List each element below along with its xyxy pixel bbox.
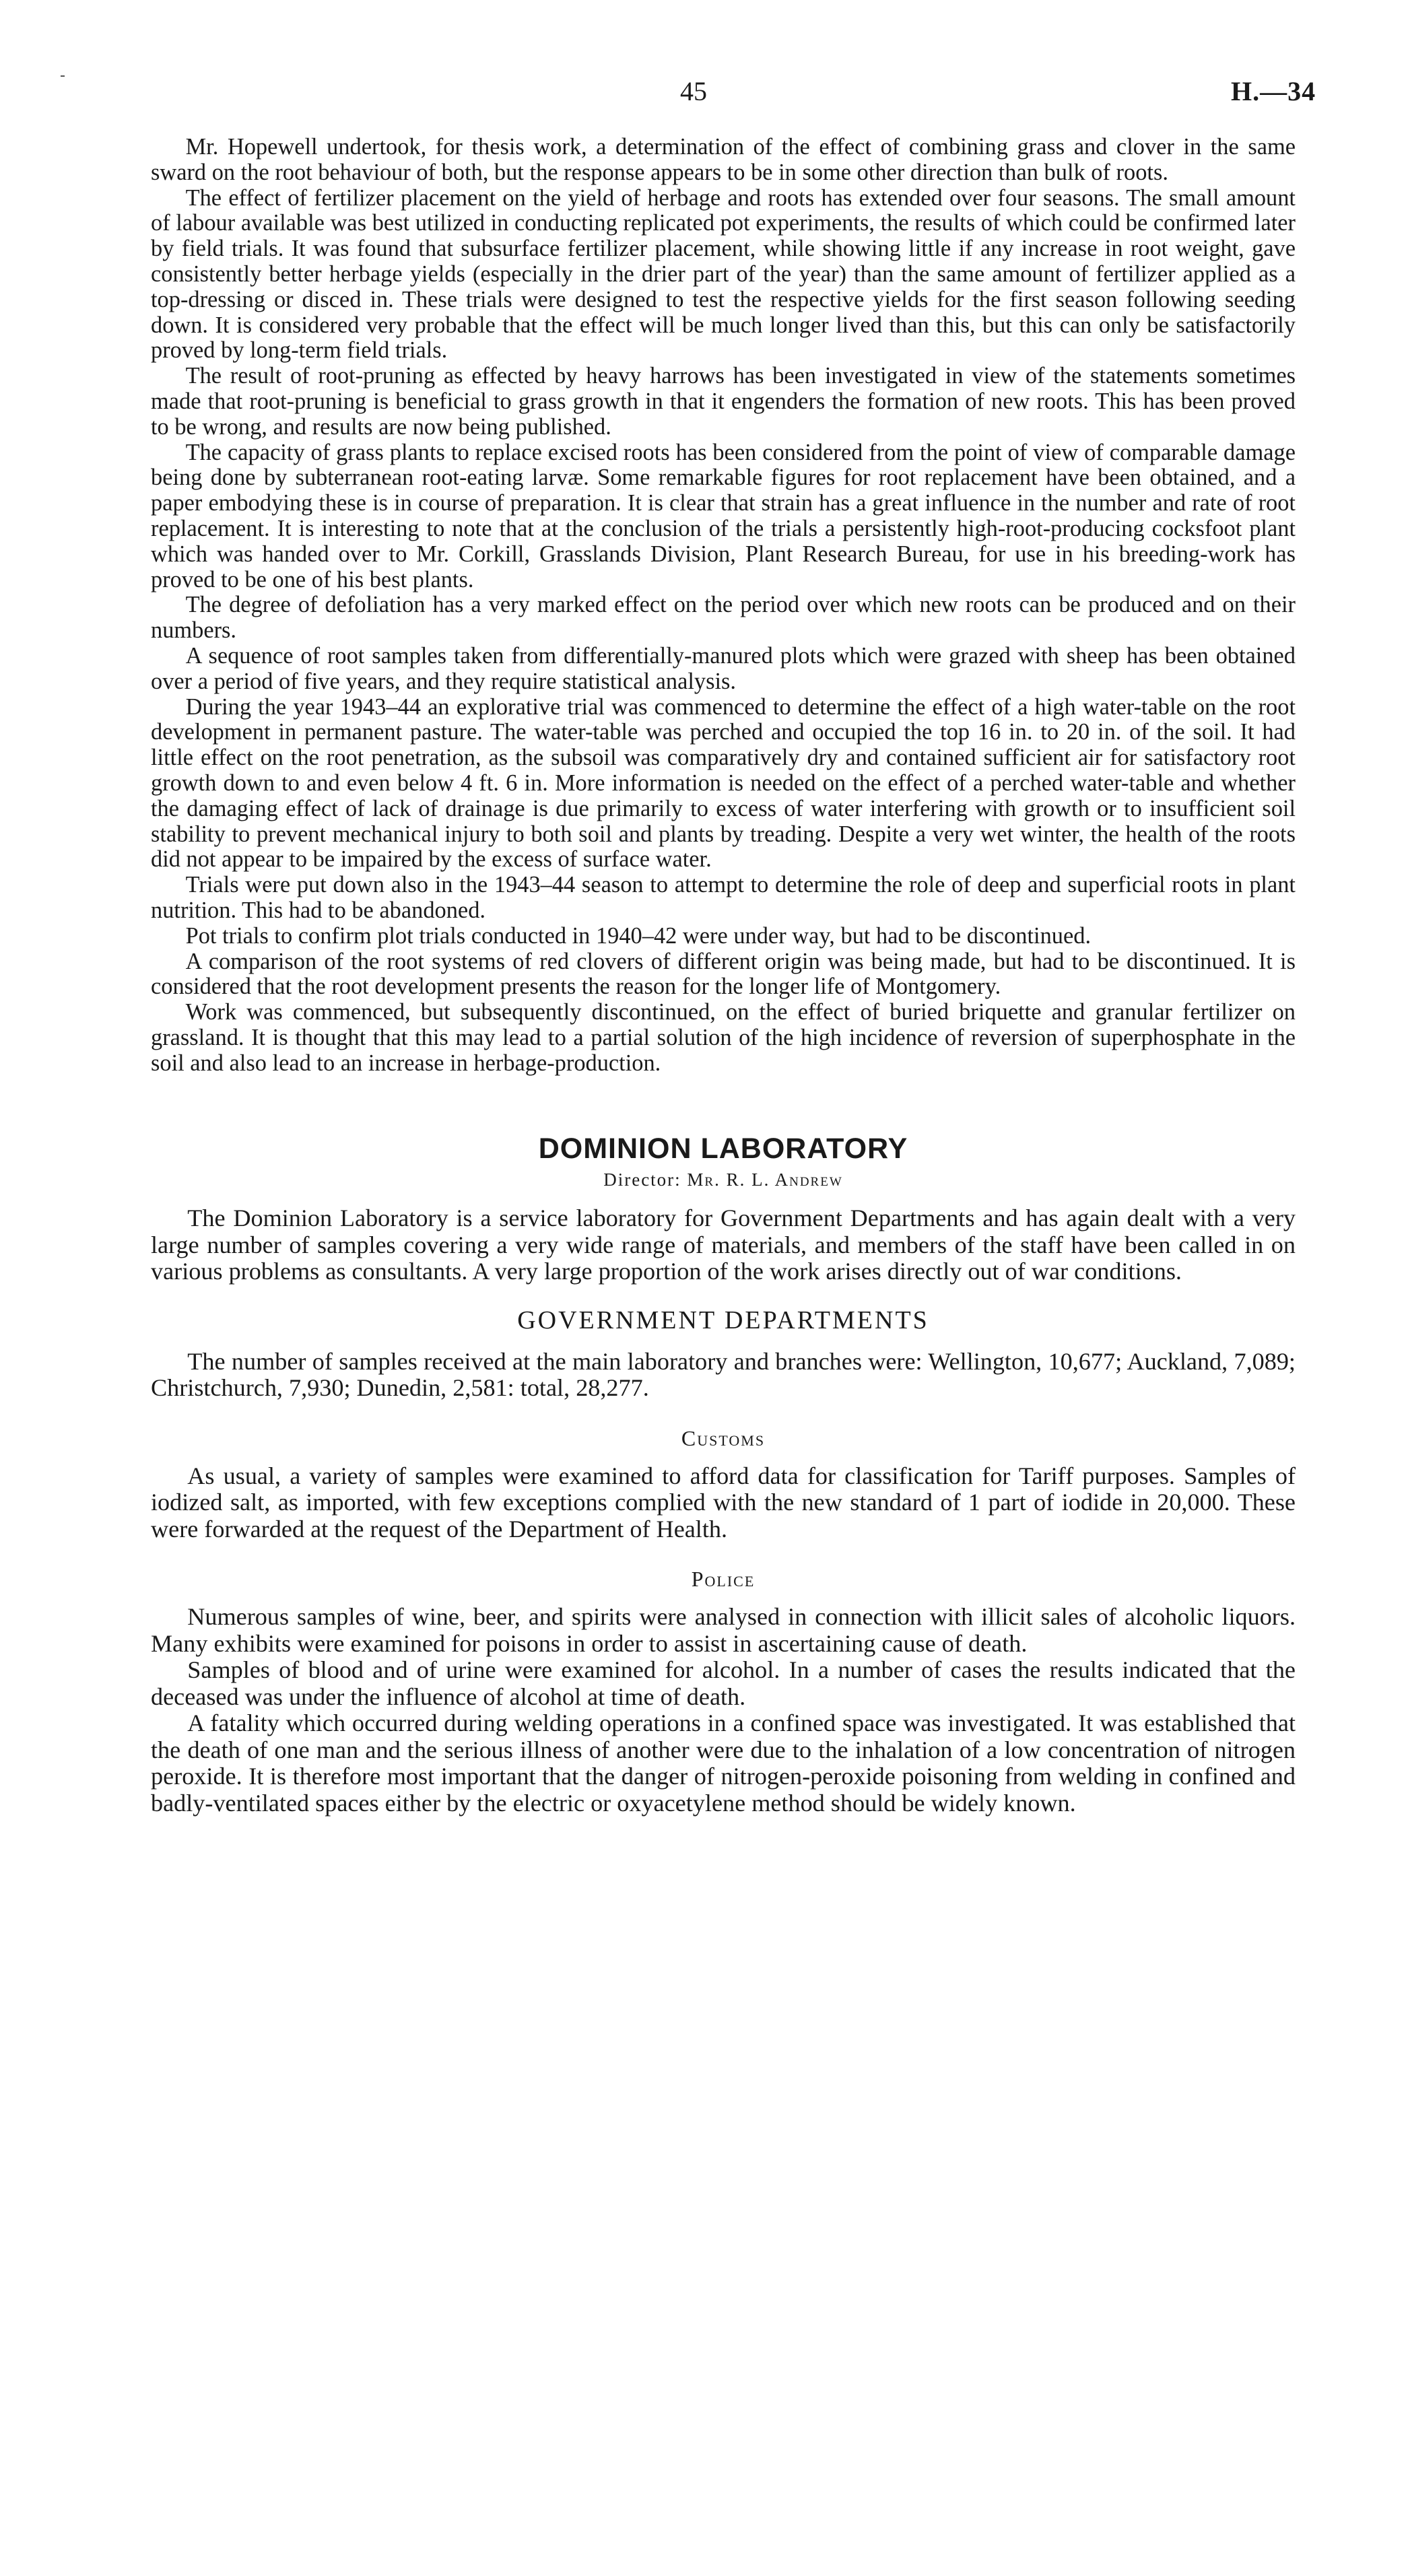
paragraph: Numerous samples of wine, beer, and spirits were analysed in connection with illicit sales of alcoholic liquors. Many exhibits were examined for poisons in order to assist in ascertaining cause of death.	[151, 1603, 1296, 1657]
subsection-title: GOVERNMENT DEPARTMENTS	[517, 1306, 929, 1334]
paragraph: The effect of fertilizer placement on the yield of herbage and roots has extended over four seasons. The small amount of labour available was best utilized in conducting replicated pot experiments, the results of which could be confirmed later by field trials. It was found that subsurface fertilizer placement, while showing little if any increase in root weight, gave consistently better herbage yields (especially in the drier part of the year) than the same amount of fertilizer applied as a top-dressing or disced in. These trials were designed to test the respective yields for the first season following seeding down. It is considered very probable that the effect will be much longer lived than this, but this can only be satisfactorily proved by long-term field trials.	[151, 184, 1296, 364]
root-research-section	[151, 135, 1296, 1076]
dominion-laboratory-section	[151, 1132, 1296, 1817]
document-reference: H.—34	[1231, 76, 1316, 106]
paragraph: As usual, a variety of samples were examined to afford data for classification for Tariff purposes. Samples of iodized salt, as imported, with few exceptions complied with the new standard of 1 part of iodide in 20,000. These were forwarded at the request of the Department of Health.	[151, 1462, 1296, 1543]
paragraph: The degree of defoliation has a very marked effect on the period over which new roots can be produced and on their numbers.	[151, 592, 1296, 644]
paragraph: A comparison of the root systems of red clovers of different origin was being made, but had to be discontinued. It is considered that the root development presents the reason for the longer life of Montgomery.	[151, 948, 1296, 1000]
paragraph: Samples of blood and of urine were examined for alcohol. In a number of cases the results indicated that the deceased was under the influence of alcohol at time of death.	[151, 1656, 1296, 1710]
paragraph: Pot trials to confirm plot trials conducted in 1940–42 were under way, but had to be discontinued.	[185, 922, 1092, 949]
paragraph: Trials were put down also in the 1943–44 season to attempt to determine the role of deep and superficial roots in plant nutrition. This had to be abandoned.	[151, 872, 1296, 923]
director-line	[151, 1170, 1296, 1190]
director-label: Director:	[603, 1170, 681, 1190]
paragraph: During the year 1943–44 an explorative trial was commenced to determine the effect of a high water-table on the root development in permanent pasture. The water-table was perched and occupied the top 16 in. to 20 in. of the soil. It had little effect on the root penetration, as the subsoil was comparatively dry and contained sufficient air for satisfactory root growth down to and even below 4 ft. 6 in. More information is needed on the effect of a perched water-table and whether the damaging effect of lack of drainage is due primarily to excess of water interfering with growth or to insufficient soil stability to prevent mechanical injury to both soil and plants by treading. Despite a very wet winter, the health of the roots did not appear to be impaired by the excess of surface water.	[151, 693, 1296, 873]
page-body	[151, 135, 1296, 1817]
paragraph: The capacity of grass plants to replace excised roots has been considered from the point of view of comparable damage being done by subterranean root-eating larvæ. Some remarkable figures for root replacement have been obtained, and a paper embodying these is in course of preparation. It is clear that strain has a great influence in the number and rate of root replacement. It is interesting to note that at the conclusion of the trials a persistently high-root-producing cocksfoot plant which was handed over to Mr. Corkill, Grasslands Division, Plant Research Bureau, for use in his breeding-work has proved to be one of his best plants.	[151, 439, 1296, 592]
paragraph: The result of root-pruning as effected by heavy harrows has been investigated in view of the statements sometimes made that root-pruning is beneficial to grass growth in that it engenders the formation of new roots. This has been proved to be wrong, and results are now being published.	[151, 363, 1296, 440]
paragraph: The number of samples received at the main laboratory and branches were: Wellington, 10,677; Auckland, 7,089; Christchurch, 7,930; Dunedin, 2,581: total, 28,277.	[151, 1347, 1296, 1402]
paragraph: A fatality which occurred during welding operations in a confined space was investigated. It was established that the death of one man and the serious illness of another were due to the inhalation of a low concentration of nitrogen peroxide. It is therefore most important that the danger of nitrogen-peroxide poisoning from welding in confined and badly-ventilated spaces either by the electric or oxyacetylene method should be widely known.	[151, 1709, 1296, 1817]
director-name: Mr. R. L. Andrew	[687, 1170, 843, 1190]
section-title: DOMINION LABORATORY	[538, 1132, 908, 1165]
subsection-title: Customs	[681, 1425, 766, 1450]
paragraph: Mr. Hopewell undertook, for thesis work, a determination of the effect of combining grass and clover in the same sward on the root behaviour of both, but the response appears to be in some other direction than bulk of roots.	[151, 134, 1296, 185]
page-number: 45	[680, 76, 707, 106]
margin-mark	[61, 75, 65, 77]
subsection-title: Police	[691, 1567, 756, 1592]
paragraph: The Dominion Laboratory is a service laboratory for Government Departments and has again dealt with a very large number of samples covering a very wide range of materials, and members of the staff have been called in on various problems as consultants. A very large proportion of the work arises directly out of war conditions.	[151, 1205, 1296, 1285]
paragraph: Work was commenced, but subsequently discontinued, on the effect of buried briquette and granular fertilizer on grassland. It is thought that this may lead to a partial solution of the high incidence of reversion of superphosphate in the soil and also lead to an increase in herbage-production.	[151, 999, 1296, 1076]
paragraph: A sequence of root samples taken from differentially-manured plots which were grazed with sheep has been obtained over a period of five years, and they require statistical analysis.	[151, 642, 1296, 694]
